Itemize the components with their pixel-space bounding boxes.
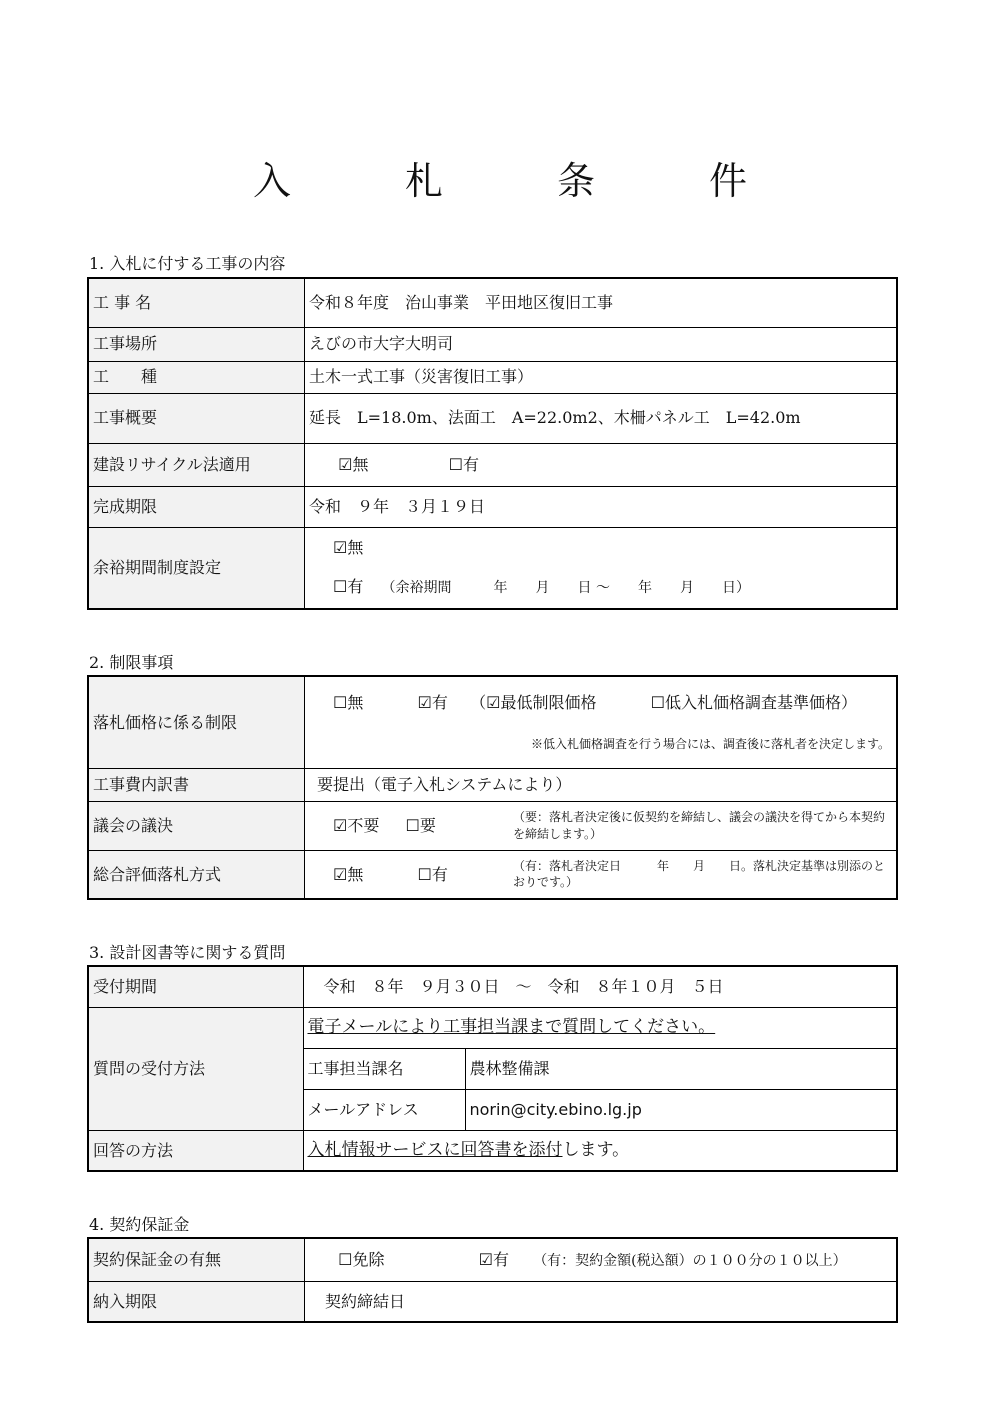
- price-yes-checkbox[interactable]: ☑有: [417, 693, 448, 713]
- price-option-minimum[interactable]: （☑最低制限価格: [470, 693, 597, 713]
- period-value: 令和 ８年 ９月３０日 〜 令和 ８年１０月 ５日: [303, 966, 897, 1007]
- price-label: 落札価格に係る制限: [88, 676, 305, 768]
- deposit-note: （有：契約金額(税込額）の１００分の１０以上）: [533, 1252, 847, 1269]
- dept-value: 農林整備課: [465, 1048, 897, 1089]
- price-options: [305, 676, 898, 768]
- eval-none-checkbox[interactable]: ☑無: [333, 864, 364, 884]
- mail-label: メールアドレス: [303, 1089, 465, 1130]
- type-value: 土木一式工事（災害復旧工事）: [305, 361, 898, 393]
- eval-options: [305, 850, 898, 899]
- section-2-table: [87, 675, 898, 900]
- margin-detail: （余裕期間 年 月 日 〜 年 月 日）: [381, 580, 750, 597]
- recycle-label: 建設リサイクル法適用: [88, 443, 305, 486]
- price-note: ※低入札価格調査を行う場合には、調査後に落札者を決定します。: [530, 736, 890, 751]
- page-title: 入 札 条 件: [252, 159, 785, 203]
- section-3-table: [87, 965, 898, 1172]
- council-label: 議会の議決: [88, 801, 305, 850]
- recycle-options: [305, 443, 898, 486]
- dept-label: 工事担当課名: [303, 1048, 465, 1089]
- method-label: 質問の受付方法: [88, 1007, 303, 1130]
- section-1-table: [87, 277, 898, 610]
- deposit-options: [305, 1238, 898, 1281]
- period-label: 受付期間: [88, 966, 303, 1007]
- price-none-checkbox[interactable]: ☐無: [333, 693, 364, 713]
- eval-note: （有：落札者決定日 年 月 日。落札決定基準は別添のとおりです。）: [513, 859, 886, 890]
- section-3-heading: 3. 設計図書等に関する質問: [89, 943, 286, 962]
- price-option-low-bid[interactable]: ☐低入札価格調査基準価格）: [650, 693, 857, 713]
- summary-value: 延長 L=18.0m、法面工 A=22.0m2、木柵パネル工 L=42.0m: [305, 393, 898, 443]
- deposit-yes-checkbox[interactable]: ☑有: [478, 1249, 509, 1269]
- deadline-label: 完成期限: [88, 486, 305, 527]
- answer-value-rest: します。: [562, 1140, 630, 1161]
- margin-label: 余裕期間制度設定: [88, 527, 305, 609]
- section-2-heading: 2. 制限事項: [89, 653, 174, 672]
- deposit-exempt-checkbox[interactable]: ☐免除: [338, 1249, 385, 1269]
- answer-value: [303, 1130, 897, 1171]
- recycle-none-checkbox[interactable]: ☑無: [338, 454, 369, 474]
- eval-yes-checkbox[interactable]: ☐有: [417, 864, 448, 884]
- answer-value-underlined: 入札情報サービスに回答書を添付: [307, 1140, 563, 1161]
- deposit-label: 契約保証金の有無: [88, 1238, 305, 1281]
- pay-label: 納入期限: [88, 1281, 305, 1322]
- type-label: 工 種: [88, 361, 305, 393]
- council-yes-checkbox[interactable]: ☐要: [405, 815, 436, 835]
- method-value: 電子メールにより工事担当課まで質問してください。: [303, 1007, 897, 1048]
- council-options: [305, 801, 898, 850]
- margin-none-checkbox[interactable]: ☑無: [333, 538, 364, 558]
- margin-options: [305, 527, 898, 609]
- pay-value: 契約締結日: [305, 1281, 898, 1322]
- answer-label: 回答の方法: [88, 1130, 303, 1171]
- section-1-heading: 1. 入札に付する工事の内容: [89, 254, 286, 273]
- deadline-value: 令和 ９年 ３月１９日: [305, 486, 898, 527]
- place-label: 工事場所: [88, 327, 305, 361]
- name-label: 工 事 名: [88, 278, 305, 327]
- section-4-table: [87, 1237, 898, 1323]
- summary-label: 工事概要: [88, 393, 305, 443]
- breakdown-value: 要提出（電子入札システムにより）: [305, 768, 898, 801]
- name-value: 令和８年度 治山事業 平田地区復旧工事: [305, 278, 898, 327]
- council-note: （要：落札者決定後に仮契約を締結し、議会の議決を得てから本契約を締結します。）: [513, 810, 886, 841]
- place-value: えびの市大字大明司: [305, 327, 898, 361]
- recycle-yes-checkbox[interactable]: ☐有: [448, 454, 479, 474]
- eval-label: 総合評価落札方式: [88, 850, 305, 899]
- mail-value[interactable]: norin@city.ebino.lg.jp: [465, 1089, 897, 1130]
- margin-yes-checkbox[interactable]: ☐有: [333, 577, 364, 597]
- council-no-checkbox[interactable]: ☑不要: [333, 815, 380, 835]
- breakdown-label: 工事費内訳書: [88, 768, 305, 801]
- section-4-heading: 4. 契約保証金: [89, 1215, 190, 1234]
